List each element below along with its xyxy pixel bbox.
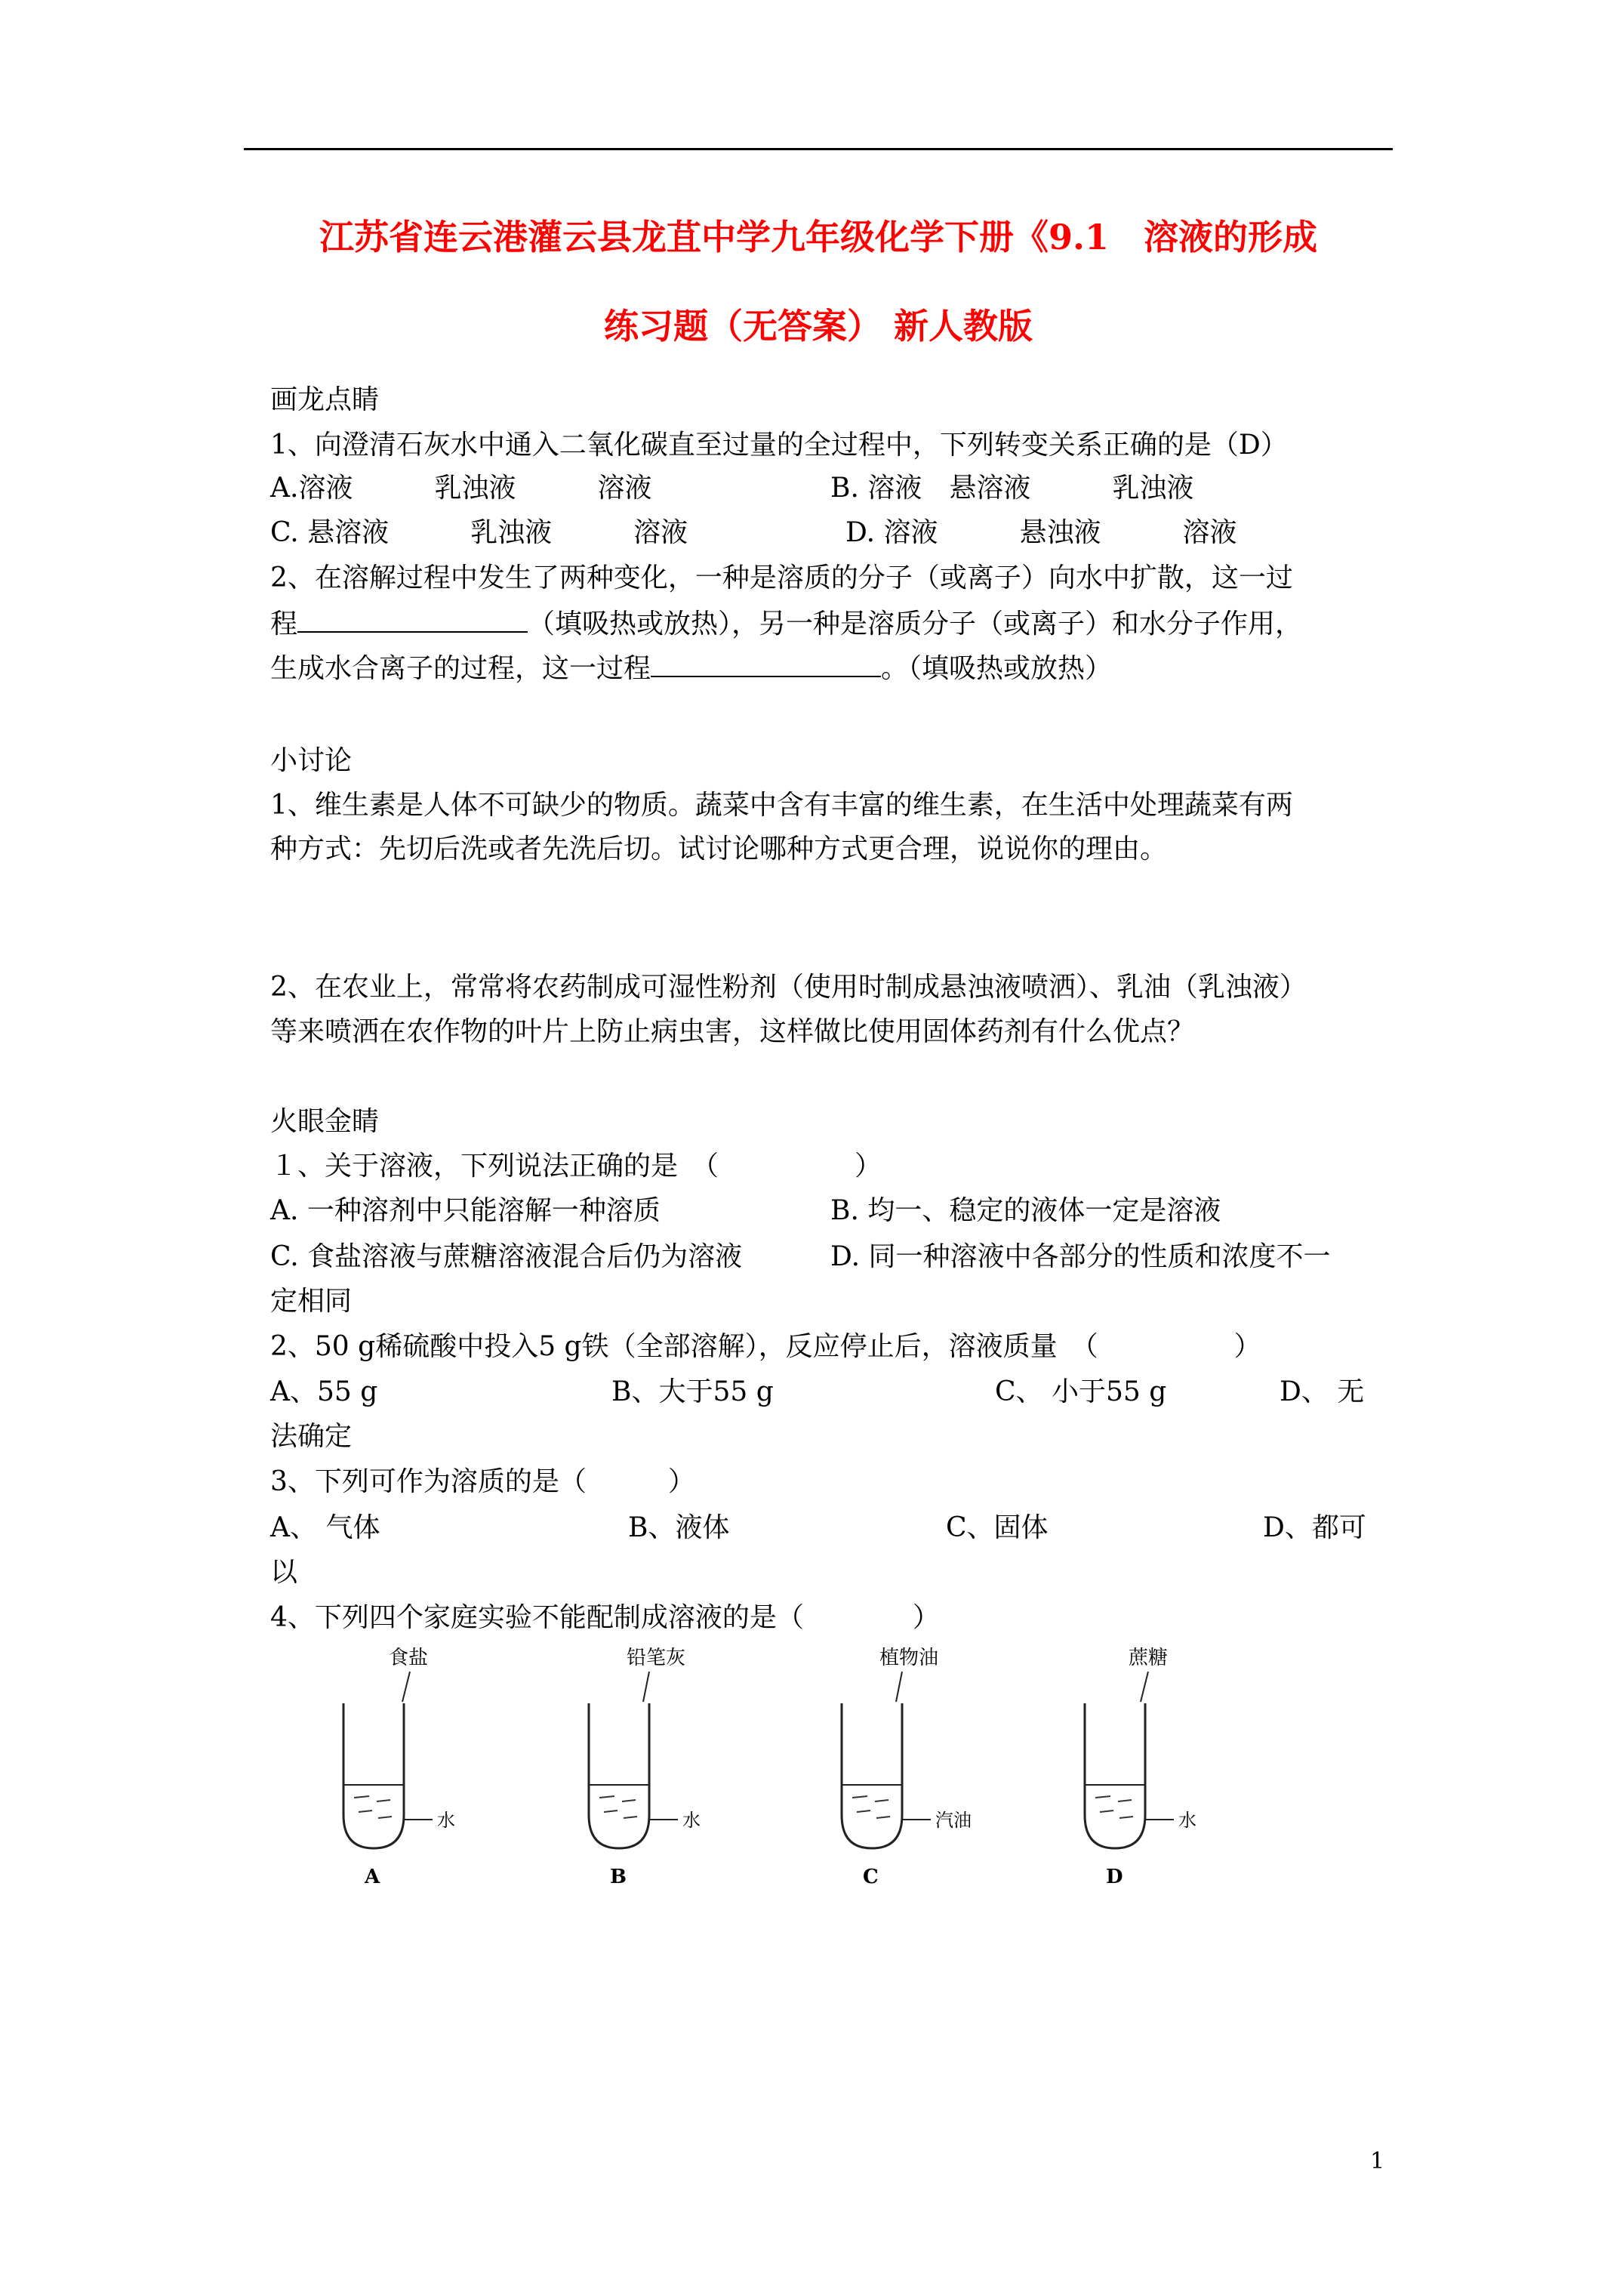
option-b: B、液体 xyxy=(628,1512,730,1543)
page-number: 1 xyxy=(1370,2148,1385,2174)
option-c: C. 悬溶液 乳浊液 溶液 xyxy=(270,517,688,548)
tube-letter: C xyxy=(863,1866,879,1888)
tube-letter: A xyxy=(365,1866,380,1888)
tube-side-label: 水 xyxy=(682,1810,701,1831)
question-text: 4、下列四个家庭实验不能配制成溶液的是（ ） xyxy=(270,1602,940,1633)
option-b: B. 均一、稳定的液体一定是溶液 xyxy=(830,1195,1221,1226)
question-text: 1、向澄清石灰水中通入二氧化碳直至过量的全过程中，下列转变关系正确的是（D） xyxy=(270,430,1288,461)
question-text-part: （填吸热或放热），另一种是溶质分子（或离子）和水分子作用， xyxy=(528,609,1303,639)
question-text: 3、下列可作为溶质的是（ ） xyxy=(270,1466,695,1497)
question-text-part: 程 xyxy=(270,609,298,639)
tube-top-label: 铅笔灰 xyxy=(627,1647,686,1669)
tube-top-label: 蔗糖 xyxy=(1129,1647,1169,1669)
option-d-continued: 以 xyxy=(270,1557,298,1588)
option-d: D. 同一种溶液中各部分的性质和浓度不一 xyxy=(830,1241,1331,1272)
tube-letter: B xyxy=(610,1866,627,1888)
option-b: B、大于55 g xyxy=(611,1376,774,1407)
option-d-continued: 定相同 xyxy=(270,1286,353,1317)
question-text: １、关于溶液，下列说法正确的是 （ ） xyxy=(270,1151,882,1182)
option-a: A、55 g xyxy=(270,1376,378,1407)
option-c: C、固体 xyxy=(946,1512,1049,1543)
question-text-part: 生成水合离子的过程，这一过程 xyxy=(270,653,651,684)
option-c: C、 小于55 g xyxy=(995,1376,1167,1407)
question-text-part: 。（填吸热或放热） xyxy=(881,653,1113,684)
test-tube-a xyxy=(343,1647,455,1888)
option-d: D、 无 xyxy=(1280,1376,1365,1407)
option-b: B. 溶液 悬溶液 乳浊液 xyxy=(830,473,1194,504)
section-heading: 小讨论 xyxy=(270,745,353,776)
answer-blank xyxy=(651,650,881,677)
question-text: 2、在农业上，常常将农药制成可湿性粉剂（使用时制成悬浊液喷洒）、乳油（乳浊液） xyxy=(270,972,1307,1003)
tube-top-label: 植物油 xyxy=(879,1647,939,1669)
question-text: 2、50 g稀硫酸中投入5 g铁（全部溶解），反应停止后，溶液质量 （ ） xyxy=(270,1331,1261,1362)
test-tube-d xyxy=(1085,1647,1196,1888)
header-rule xyxy=(244,148,1393,150)
question-text: 种方式：先切后洗或者先洗后切。试讨论哪种方式更合理，说说你的理由。 xyxy=(270,834,1168,864)
tube-side-label: 汽油 xyxy=(935,1810,972,1831)
option-d: D、都可 xyxy=(1263,1512,1366,1543)
section-heading: 画龙点睛 xyxy=(270,384,380,415)
tube-letter: D xyxy=(1106,1866,1123,1888)
tube-side-label: 水 xyxy=(437,1810,455,1831)
option-a: A.溶液 乳浊液 溶液 xyxy=(270,473,652,504)
option-a: A. 一种溶剂中只能溶解一种溶质 xyxy=(270,1195,661,1226)
test-tube-figure xyxy=(302,1643,1283,1930)
title-line-2: 练习题（无答案） 新人教版 xyxy=(603,306,1033,347)
option-d: D. 溶液 悬浊液 溶液 xyxy=(845,517,1237,548)
question-text: 1、维生素是人体不可缺少的物质。蔬菜中含有丰富的维生素，在生活中处理蔬菜有两 xyxy=(270,790,1293,821)
tube-top-label: 食盐 xyxy=(389,1647,429,1669)
tube-side-label: 水 xyxy=(1178,1810,1196,1831)
section-heading: 火眼金睛 xyxy=(270,1106,380,1137)
question-text: 等来喷洒在农作物的叶片上防止病虫害，这样做比使用固体药剂有什么优点？ xyxy=(270,1016,1195,1047)
question-text: 2、在溶解过程中发生了两种变化，一种是溶质的分子（或离子）向水中扩散，这一过 xyxy=(270,562,1293,593)
option-a: A、 气体 xyxy=(270,1512,380,1543)
answer-blank xyxy=(297,606,528,633)
option-d-continued: 法确定 xyxy=(270,1421,353,1452)
question-text-line xyxy=(270,606,1302,643)
test-tube-c xyxy=(842,1647,972,1888)
test-tube-b xyxy=(589,1647,701,1888)
title-line-1: 江苏省连云港灌云县龙苴中学九年级化学下册《9.1 溶液的形成 xyxy=(319,217,1318,257)
option-c: C. 食盐溶液与蔗糖溶液混合后仍为溶液 xyxy=(270,1241,743,1272)
question-text-line xyxy=(270,650,1112,687)
